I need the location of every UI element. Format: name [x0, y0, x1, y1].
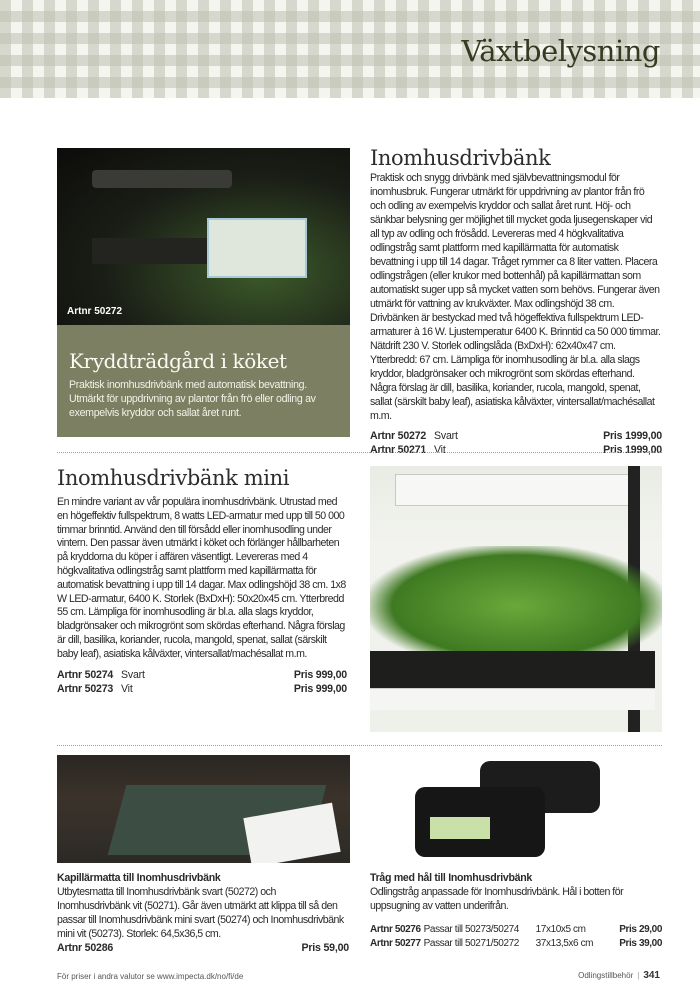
compatibility: Passar till 50271/50272 [423, 938, 519, 949]
price: Pris 1999,00 [603, 430, 662, 442]
feature-title: Kryddträdgård i köket [69, 349, 287, 373]
feature-panel [57, 325, 350, 437]
size: 37x13,5x6 cm [535, 938, 594, 949]
divider [57, 452, 662, 453]
tray-label [430, 817, 490, 839]
product-description: Utbytesmatta till Inomhusdrivbänk svart (50272) och Inomhusdrivbänk vit (50271). Går även utmärkt att klippa till så den passar till Inomhusdrivbänk mini svart (50274) och Inomhusdrivbänk mini vit (50273). Storlek: 64,5x36,5 cm. [57, 886, 344, 940]
plants-shape [370, 546, 662, 666]
variant: Svart [434, 430, 458, 442]
feature-badge: Artnr 50272 [67, 306, 123, 317]
product-title: Kapillärmatta till Inomhusdrivbänk [57, 872, 221, 884]
footer-section: Odlingstillbehör [578, 971, 634, 980]
price: Pris 39,00 [619, 938, 662, 949]
base-shape [370, 688, 655, 710]
product-title: Inomhusdrivbänk mini [57, 466, 290, 490]
product-variant-row [57, 941, 349, 955]
article-number: Artnr 50272 [370, 430, 427, 442]
product-title: Tråg med hål till Inomhusdrivbänk [370, 872, 532, 884]
page-number: 341 [643, 970, 660, 981]
compatibility: Passar till 50273/50274 [423, 924, 519, 935]
section-title: Växtbelysning [461, 34, 660, 68]
product-variant-row [370, 429, 662, 443]
product-description: Praktisk och snygg drivbänk med självbevattningsmodul för inomhusbruk. Fungerar utmärkt för uppdrivning av plantor från frö och odling av exempelvis kryddor och sallat året runt. Höj- och sänkbar belysning ger möjlighet till mycket goda ljusegenskaper vid all typ av odling och frösådd. Levereras med 4 högkvalitativa odlingstråg samt plattform med kapillärmatta för automatisk bevattning i upp till 14 dagar. Tråget rymmer ca 8 liter vatten. Placera odlingstrågen (eller krukor med bottenhål) på kapillärmattan som automatiskt suger upp så mycket vatten som behövs. Fungerar även utmärkt för vattning av krukväxter. Max odlingshöjd 38 cm. Drivbänken är bestyckad med två högeffektiva fullspektrum LED-armaturer à 16 W. Ljustemperatur 6400 K. Brinntid ca 50 000 timmar. Nätdrift 230 V. Storlek odlingslåda (BxDxH): 62x40x47 cm. Ytterbredd: 67 cm. Lämpliga för inomhusodling är bl.a. alla slags kryddor, bladgrönsaker och mikrogrönt som skördas efterhand. Några förslag är dill, basilika, koriander, rucola, mangold, spenat, sallat (särskilt baby leaf), asiatiska kålväxter, vintersallat/machésallat m.m. [370, 172, 661, 422]
product-variant-row [370, 923, 662, 937]
product-variant-row [57, 682, 347, 696]
variant: Vit [434, 444, 446, 456]
price: Pris 1999,00 [603, 444, 662, 456]
article-number: Artnr 50286 [57, 942, 114, 954]
size: 17x10x5 cm [535, 924, 586, 935]
feature-text: Praktisk inomhusdrivbänk med automatisk bevattning. Utmärkt för uppdrivning av plantor från frö eller odling av exempelvis kryddor och sallat året runt. [69, 379, 316, 419]
divider [57, 745, 662, 746]
article-number: Artnr 50274 [57, 668, 114, 681]
inset-diagram [207, 218, 307, 278]
footer-pagination [578, 970, 660, 981]
article-number: Artnr 50271 [370, 444, 427, 456]
price: Pris 999,00 [293, 682, 347, 695]
capillary-mat-photo [57, 755, 350, 863]
lamp-shape [395, 474, 635, 506]
feature-photo [57, 148, 350, 325]
variant: Svart [121, 668, 145, 681]
footer-separator: | [637, 971, 640, 980]
product-variant-row [57, 668, 347, 682]
product-description: En mindre variant av vår populära inomhusdrivbänk. Utrustad med en högeffektiv fullspektrum, 8 watts LED-armatur med upp till 50 000 timmar brinntid. Använd den till försådd eller inomhusodling under vintern. Den passar även utmärkt i köket och förlänger hållbarheten på kryddorna du köper i affären väsentligt. Levereras med 4 högkvalitativa odlingstråg samt plattform med kapillärmatta för automatisk bevattning i upp till 14 dagar. Max odlingshöjd 38 cm. 1x8 W LED-armatur, 6400 K. Storlek (BxDxH): 50x20x45 cm. Ytterbredd 55 cm. Lämpliga för inomhusodling är bl.a. alla slags kryddor, bladgrönsaker och mikrogrönt som skördas efterhand. Några förslag är dill, basilika, koriander, rucola, mangold, spenat, sallat (särskilt baby leaf), asiatiska kålväxter, vintersallat/machésallat m.m. [57, 496, 346, 660]
variant: Vit [121, 682, 133, 695]
article-number: Artnr 50276 [370, 924, 421, 935]
lamp-shape [92, 170, 232, 188]
article-number: Artnr 50273 [57, 682, 114, 695]
product-description: Odlingstråg anpassade för Inomhusdrivbänk. Hål i botten för uppsugning av vatten underifrån. [370, 886, 624, 912]
article-number: Artnr 50277 [370, 938, 421, 949]
price: Pris 29,00 [619, 924, 662, 935]
product-variant-row [370, 443, 662, 457]
trays-photo [370, 755, 662, 865]
product-title: Inomhusdrivbänk [370, 146, 551, 170]
price: Pris 59,00 [301, 942, 349, 954]
product-variant-row [370, 937, 662, 951]
page-header [0, 0, 700, 98]
mini-drivbank-photo [370, 466, 662, 732]
pots-shape [370, 651, 655, 691]
footer-currency-note: För priser i andra valutor se www.impecta.dk/no/fi/de [57, 972, 244, 981]
price: Pris 999,00 [293, 668, 347, 681]
